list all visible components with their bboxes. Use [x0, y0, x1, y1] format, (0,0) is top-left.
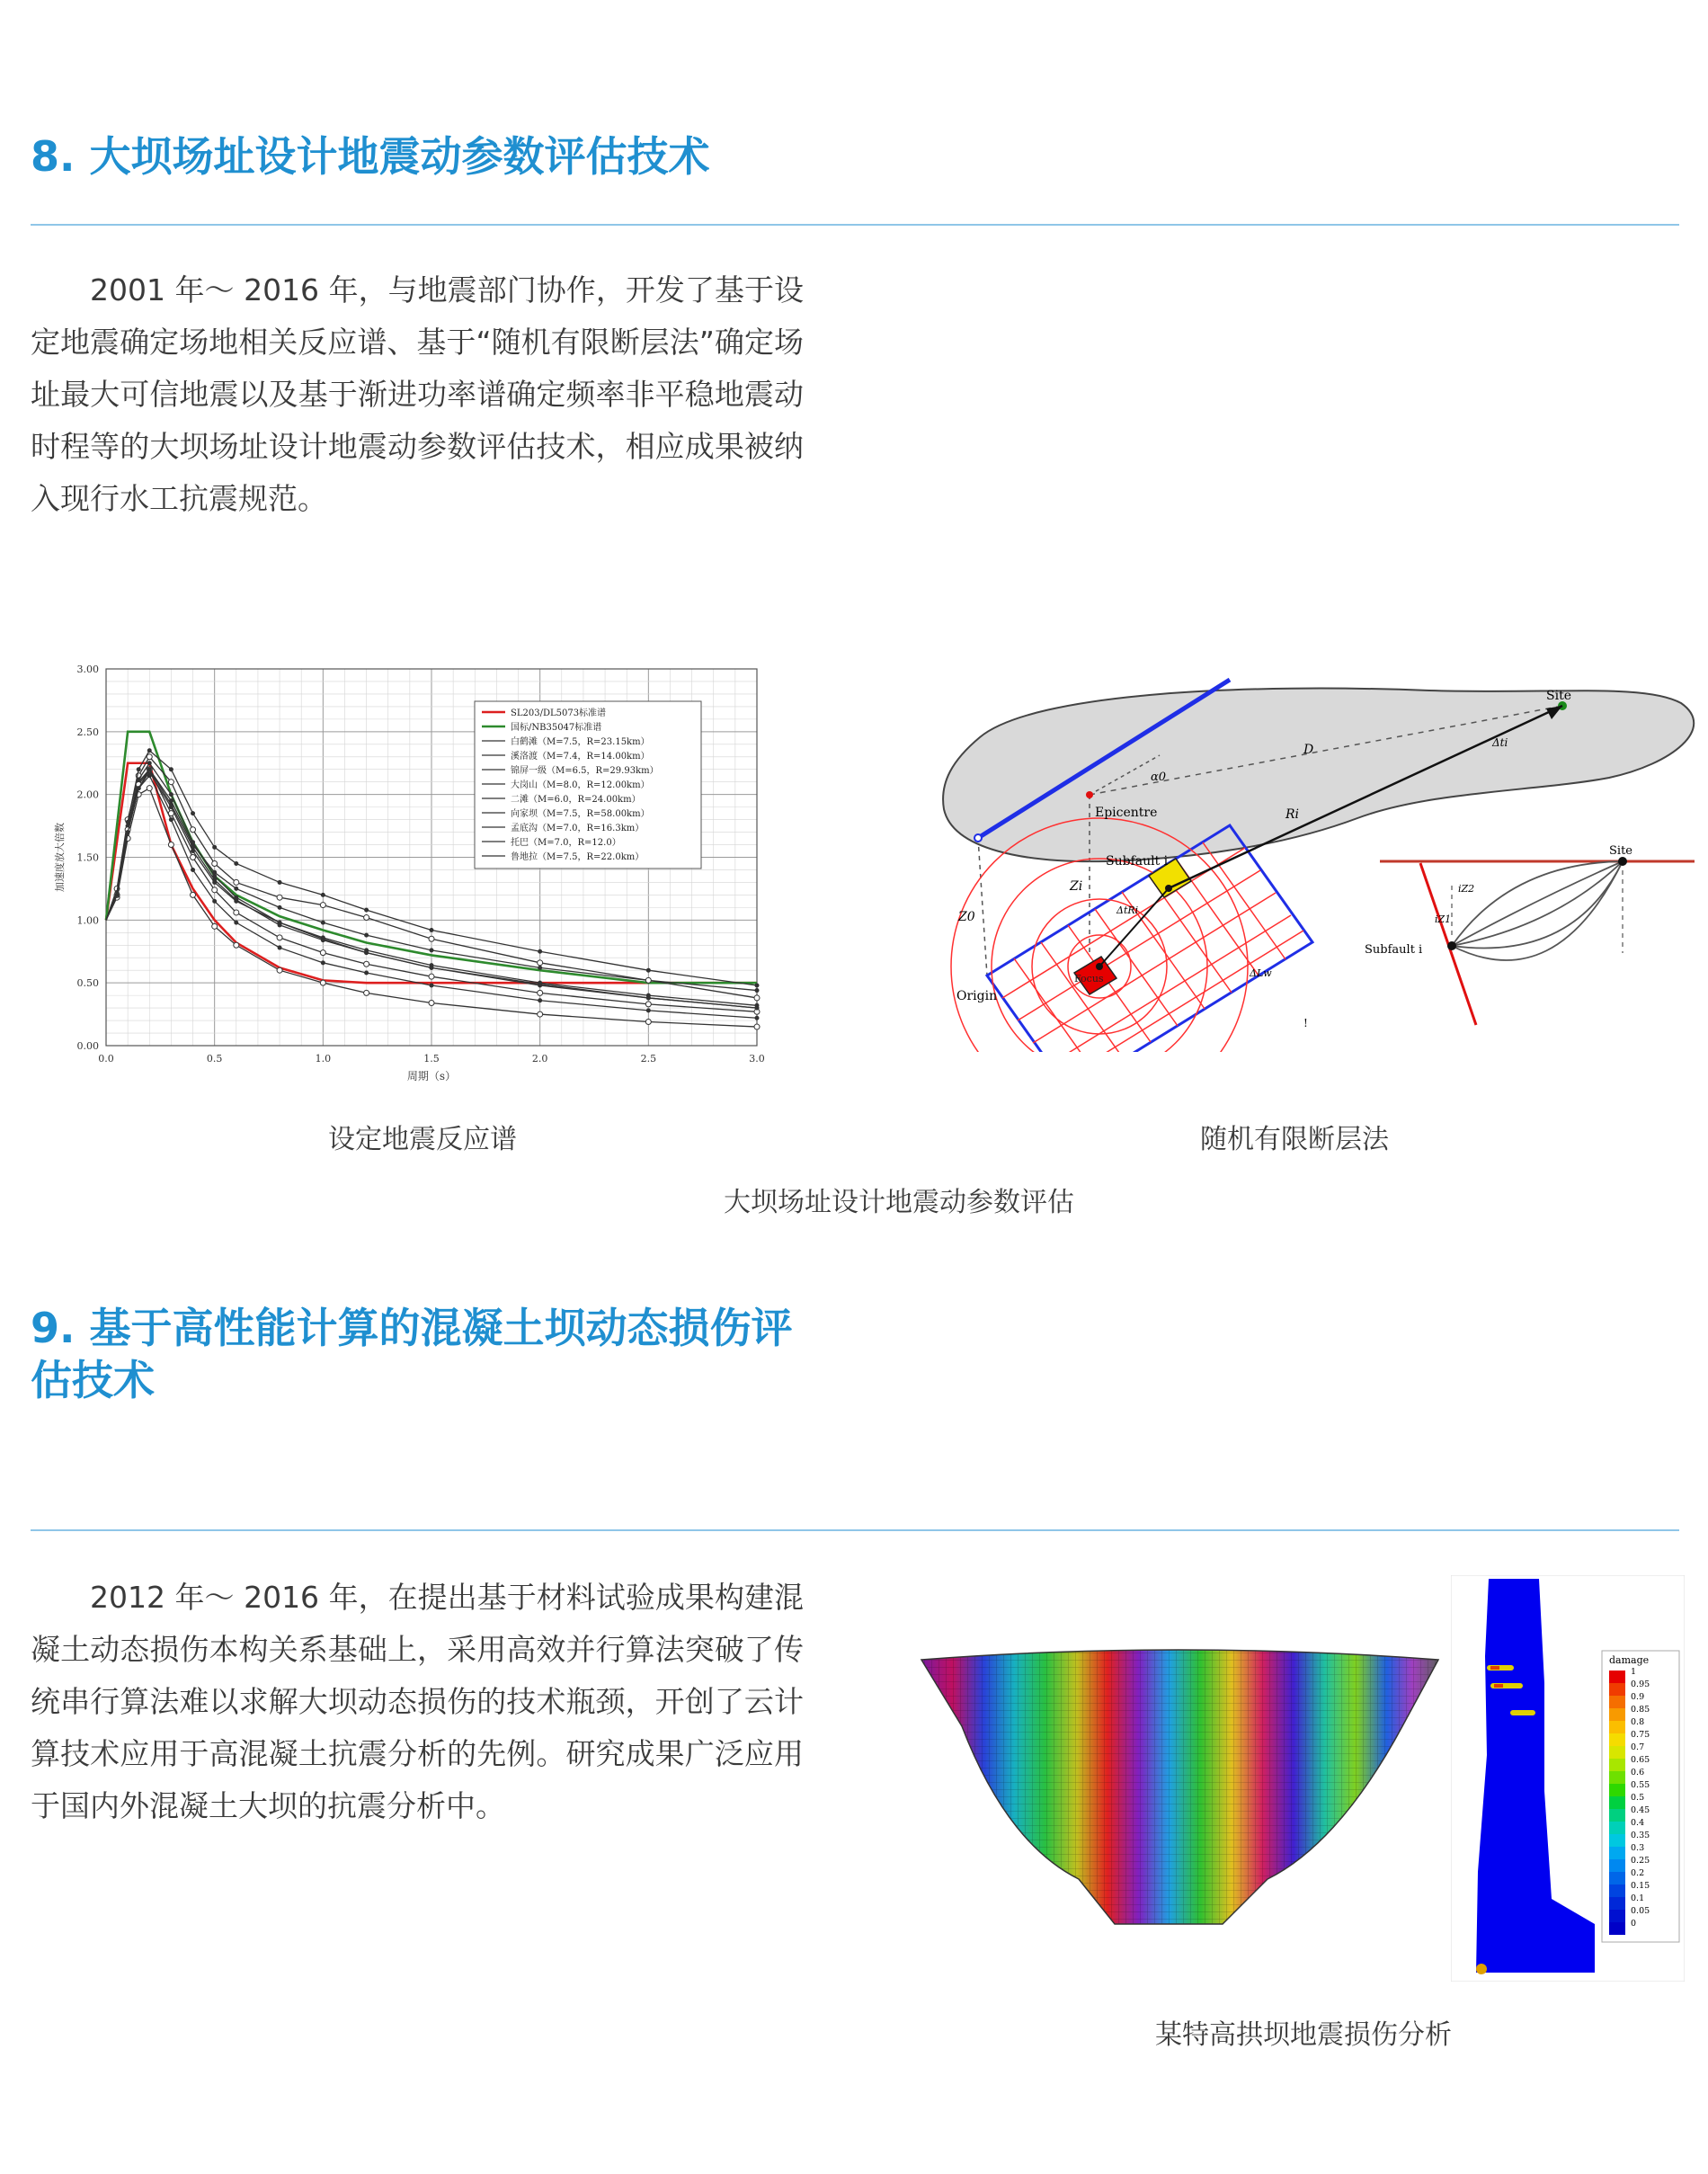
- series-point: [168, 780, 173, 785]
- legend-color-swatch: [1609, 1822, 1625, 1834]
- x-tick-label: 2.5: [640, 1053, 657, 1065]
- label-ri: Ri: [1285, 807, 1300, 822]
- series-point: [365, 971, 369, 975]
- section-8-divider: [31, 224, 1679, 226]
- label-delta-lw: ΔLw: [1250, 967, 1272, 979]
- series-point: [321, 893, 325, 896]
- series-point: [321, 921, 325, 924]
- series-point: [365, 933, 369, 937]
- legend-value-label: 0.1: [1631, 1893, 1645, 1903]
- legend-value-label: 0.2: [1631, 1868, 1645, 1878]
- series-point: [234, 942, 239, 948]
- legend-value-label: 0.35: [1631, 1831, 1650, 1840]
- series-point: [538, 1011, 543, 1017]
- series-point: [212, 923, 218, 929]
- label-alpha: α0: [1151, 771, 1167, 784]
- series-point: [755, 1006, 759, 1010]
- legend-value-label: 0: [1631, 1919, 1637, 1929]
- x-tick-label: 0.5: [206, 1053, 223, 1065]
- legend-value-label: 0.05: [1631, 1906, 1650, 1916]
- legend-color-swatch: [1609, 1872, 1625, 1884]
- legend-color-swatch: [1609, 1796, 1625, 1809]
- chart-legend: [475, 701, 701, 869]
- series-point: [538, 999, 542, 1002]
- legend-label: 锦屏一级（M=6.5，R=29.93km）: [511, 766, 659, 776]
- y-tick-label: 1.50: [76, 851, 99, 864]
- label-epicentre: Epicentre: [1095, 806, 1158, 820]
- series-point: [213, 845, 217, 849]
- series-point: [430, 949, 433, 952]
- legend-label: 大岗山（M=8.0，R=12.00km）: [511, 780, 650, 790]
- series-point: [645, 977, 651, 983]
- series-point: [364, 990, 369, 995]
- legend-color-swatch: [1609, 1859, 1625, 1872]
- legend-value-label: 0.6: [1631, 1768, 1645, 1778]
- label-focus: Focus: [1074, 973, 1104, 985]
- series-point: [278, 946, 281, 949]
- y-tick-label: 3.00: [76, 664, 99, 675]
- origin-point: [974, 834, 982, 842]
- legend-value-label: 0.5: [1631, 1793, 1645, 1803]
- series-point: [538, 983, 542, 986]
- series-point: [115, 893, 119, 896]
- series-point: [169, 803, 173, 806]
- legend-value-label: 0.55: [1631, 1780, 1650, 1790]
- response-spectrum-chart: [45, 655, 782, 1086]
- legend-value-label: 0.25: [1631, 1856, 1650, 1866]
- series-point: [755, 984, 759, 987]
- series-point: [278, 923, 281, 927]
- legend-color-swatch: [1609, 1733, 1625, 1746]
- legend-value-label: 0.9: [1631, 1692, 1645, 1702]
- series-point: [235, 887, 238, 890]
- x-tick-label: 1.0: [315, 1053, 332, 1065]
- series-point: [137, 787, 140, 790]
- series-point: [538, 966, 542, 969]
- legend-label: SL203/DL5073标准谱: [511, 708, 607, 718]
- series-point: [755, 989, 759, 993]
- label-tick-mark: !: [1303, 1017, 1308, 1029]
- legend-color-swatch: [1609, 1884, 1625, 1897]
- series-point: [429, 1001, 434, 1006]
- legend-color-swatch: [1609, 1834, 1625, 1847]
- series-point: [646, 996, 650, 1000]
- y-tick-label: 2.50: [76, 726, 99, 738]
- legend-value-label: 0.65: [1631, 1755, 1650, 1765]
- legend-label: 托巴（M=7.0，R=12.0）: [511, 838, 621, 848]
- legend-color-swatch: [1609, 1910, 1625, 1922]
- series-point: [538, 949, 542, 953]
- label-site-right: Site: [1609, 844, 1632, 858]
- x-tick-label: 1.5: [423, 1053, 440, 1065]
- legend-color-swatch: [1609, 1771, 1625, 1784]
- finite-fault-diagram: [926, 656, 1708, 1052]
- series-point: [430, 966, 433, 969]
- legend-label: 向家坝（M=7.5，R=58.00km）: [511, 809, 650, 819]
- series-point: [278, 905, 281, 909]
- legend-value-label: 0.45: [1631, 1805, 1650, 1815]
- series-point: [212, 887, 218, 893]
- series-point: [191, 845, 195, 849]
- label-delta-ti: Δti: [1492, 736, 1508, 749]
- label-subfault: Subfault i: [1106, 854, 1169, 869]
- series-point: [646, 968, 650, 972]
- series-point: [277, 967, 282, 973]
- label-site: Site: [1546, 689, 1571, 703]
- legend-color-swatch: [1609, 1721, 1625, 1733]
- x-tick-label: 3.0: [749, 1053, 765, 1065]
- label-d: D: [1303, 743, 1314, 757]
- x-tick-label: 2.0: [531, 1053, 548, 1065]
- legend-value-label: 0.3: [1631, 1843, 1645, 1853]
- series-point: [169, 818, 173, 822]
- legend-color-swatch: [1609, 1847, 1625, 1859]
- series-point: [147, 768, 151, 771]
- legend-color-swatch: [1609, 1671, 1625, 1683]
- series-point: [168, 842, 173, 848]
- legend-value-label: 0.4: [1631, 1818, 1645, 1828]
- ray-paths: [1452, 861, 1623, 960]
- series-point: [429, 936, 434, 941]
- series-point: [320, 980, 325, 985]
- series-point: [277, 895, 282, 900]
- series-point: [320, 950, 325, 956]
- legend-color-swatch: [1609, 1708, 1625, 1721]
- series-point: [430, 929, 433, 932]
- legend-title: damage: [1609, 1654, 1650, 1666]
- series-point: [147, 762, 151, 765]
- series-point: [754, 1024, 760, 1029]
- section-9-divider: [31, 1529, 1679, 1531]
- legend-value-label: 0.15: [1631, 1881, 1650, 1891]
- series-point: [191, 892, 196, 897]
- legend-label: 白鹤滩（M=7.5，R=23.15km）: [511, 737, 650, 747]
- y-tick-label: 0.50: [76, 977, 99, 990]
- caption-finite-fault: 随机有限断层法: [1200, 1124, 1389, 1155]
- series-point: [754, 995, 760, 1001]
- series-point: [278, 880, 281, 884]
- series-point: [365, 951, 369, 955]
- epicentre-point: [1086, 791, 1093, 798]
- label-delta-ri: ΔtRi: [1116, 904, 1139, 916]
- series-point: [191, 827, 196, 833]
- y-axis-label: 加速度放大倍数: [54, 823, 66, 892]
- series-point: [169, 768, 173, 771]
- series-point: [169, 793, 173, 797]
- series-point: [277, 935, 282, 940]
- legend-label: 溪洛渡（M=7.4，R=14.00km）: [511, 752, 650, 762]
- legend-value-label: 0.95: [1631, 1680, 1650, 1689]
- label-origin: Origin: [956, 989, 998, 1003]
- label-z0: Z0: [958, 910, 975, 924]
- legend-label: 二滩（M=6.0，R=24.00km）: [511, 795, 641, 805]
- series-point: [235, 861, 238, 865]
- section-9-paragraph: 2012 年～ 2016 年，在提出基于材料试验成果构建混凝土动态损伤本构关系基础上，采用高效并行算法突破了传统串行算法难以求解大坝动态损伤的技术瓶颈，开创了云计算技术应用于高混凝土抗震分析的先例。研究成果广泛应用于国内外混凝土大坝的抗震分析中。: [31, 1580, 804, 1823]
- series-point: [147, 749, 151, 753]
- label-iz2: iZ2: [1458, 883, 1475, 895]
- legend-color-swatch: [1609, 1696, 1625, 1708]
- series-point: [321, 939, 325, 942]
- series-point: [137, 768, 140, 771]
- series-point: [235, 921, 238, 924]
- legend-color-swatch: [1609, 1746, 1625, 1759]
- series-point: [645, 1002, 651, 1007]
- caption-group: 大坝场址设计地震动参数评估: [724, 1187, 1074, 1218]
- series-point: [212, 860, 218, 866]
- series-point: [191, 855, 196, 860]
- legend-label: 鲁地拉（M=7.5，R=22.0km）: [511, 852, 645, 862]
- caption-arch-dam: 某特高拱坝地震损伤分析: [1155, 2019, 1452, 2051]
- y-tick-label: 2.00: [76, 789, 99, 801]
- legend-color-swatch: [1609, 1759, 1625, 1771]
- damage-legend: [1602, 1651, 1679, 1942]
- legend-label: 孟底沟（M=7.0，R=16.3km）: [511, 824, 645, 833]
- legend-value-label: 0.7: [1631, 1742, 1645, 1752]
- legend-color-swatch: [1609, 1897, 1625, 1910]
- series-point: [213, 878, 217, 882]
- series-point: [365, 908, 369, 912]
- series-point: [320, 903, 325, 908]
- damage-contour-image: [1451, 1575, 1685, 1982]
- series-point: [234, 910, 239, 915]
- series-point: [191, 812, 195, 815]
- series-point: [191, 868, 195, 871]
- y-tick-label: 0.00: [76, 1040, 99, 1052]
- series-point: [321, 961, 325, 965]
- label-subfault-right: Subfault i: [1365, 943, 1423, 957]
- legend-color-swatch: [1609, 1784, 1625, 1796]
- x-tick-label: 0.0: [98, 1053, 114, 1065]
- series-point: [126, 831, 129, 834]
- series-point: [538, 960, 543, 966]
- legend-value-label: 1: [1631, 1667, 1637, 1677]
- arch-dam-mesh-image: [917, 1645, 1447, 1969]
- legend-color-swatch: [1609, 1809, 1625, 1822]
- series-point: [235, 898, 238, 902]
- legend-label: 国标/NB35047标准谱: [511, 723, 602, 733]
- series-point: [364, 915, 369, 921]
- legend-value-label: 0.85: [1631, 1705, 1650, 1715]
- series-point: [364, 961, 369, 967]
- legend-color-swatch: [1609, 1683, 1625, 1696]
- legend-color-swatch: [1609, 1922, 1625, 1935]
- section-9-title: 9. 基于高性能计算的混凝土坝动态损伤评估技术: [31, 1304, 793, 1404]
- legend-value-label: 0.8: [1631, 1717, 1645, 1727]
- series-point: [755, 1016, 759, 1020]
- series-point: [213, 899, 217, 903]
- series-point: [645, 1019, 651, 1024]
- x-axis-label: 周期（s）: [406, 1070, 457, 1083]
- series-point: [646, 1009, 650, 1012]
- series-point: [234, 879, 239, 885]
- caption-response-spectrum: 设定地震反应谱: [328, 1124, 517, 1155]
- y-tick-label: 1.00: [76, 914, 99, 927]
- series-point: [168, 811, 173, 816]
- series-point: [430, 984, 433, 987]
- legend-value-label: 0.75: [1631, 1730, 1650, 1740]
- label-zi: Zi: [1070, 879, 1083, 894]
- section-8-paragraph: 2001 年～ 2016 年，与地震部门协作，开发了基于设定地震确定场地相关反应谱、基于“随机有限断层法”确定场址最大可信地震以及基于渐进功率谱确定频率非平稳地震动时程等的大坝场址设计地震动参数评估技术，相应成果被纳入现行水工抗震规范。: [31, 272, 804, 516]
- series-point: [137, 778, 140, 781]
- series-point: [429, 974, 434, 979]
- series-point: [538, 990, 543, 995]
- section-8-title: 8. 大坝场址设计地震动参数评估技术: [31, 132, 710, 181]
- series-point: [147, 786, 152, 791]
- label-iz1: iZ1: [1435, 913, 1452, 925]
- ground-surface-shape: [943, 689, 1694, 862]
